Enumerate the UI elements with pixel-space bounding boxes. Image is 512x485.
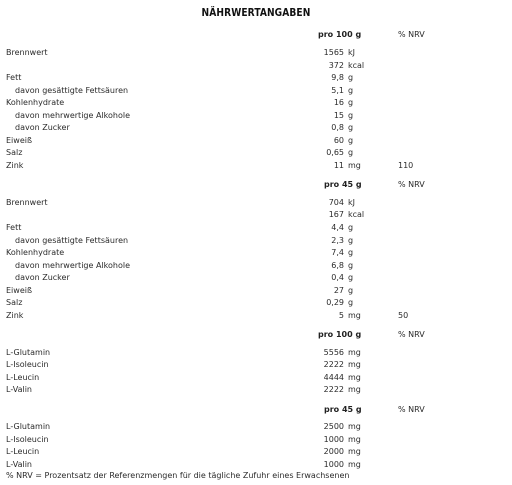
nutrient-label: Eiweiß: [6, 136, 33, 145]
nutrient-unit: mg: [348, 311, 361, 320]
nutrient-label: L-Leucin: [6, 447, 40, 456]
section-header-portion: pro 45 g: [324, 405, 362, 414]
nutrient-unit: mg: [348, 460, 361, 469]
table-row: [0, 60, 512, 72]
nutrient-label: L-Isoleucin: [6, 435, 49, 444]
nutrient-label: L-Isoleucin: [6, 360, 49, 369]
nutrient-value: 167: [328, 210, 344, 219]
nutrient-value: 7,4: [331, 248, 344, 257]
nutrient-label: Brennwert: [6, 48, 48, 57]
table-row: [0, 72, 512, 84]
nutrient-value: 60: [333, 136, 344, 145]
table-row: [0, 347, 512, 359]
nutrient-unit: g: [348, 98, 354, 107]
nutrient-value: 704: [328, 198, 344, 207]
section-header: [0, 329, 512, 341]
nutrient-label: Salz: [6, 298, 23, 307]
nutrient-value: 0,29: [326, 298, 344, 307]
nutrient-nrv: 50: [398, 311, 409, 320]
nutrient-value: 4,4: [331, 223, 344, 232]
table-row: [0, 297, 512, 309]
nutrient-label: davon gesättigte Fettsäuren: [15, 236, 129, 245]
nutrient-label: davon Zucker: [15, 273, 70, 282]
nutrient-label: davon gesättigte Fettsäuren: [15, 86, 129, 95]
table-row: [0, 47, 512, 59]
nutrient-value: 5,1: [331, 86, 344, 95]
nutrient-unit: mg: [348, 161, 361, 170]
nutrient-label: L-Valin: [6, 460, 33, 469]
nutrient-value: 2222: [323, 385, 344, 394]
section-header: [0, 179, 512, 191]
nutrient-unit: mg: [348, 385, 361, 394]
table-row: [0, 384, 512, 396]
nutrient-value: 1000: [323, 460, 344, 469]
nutrient-value: 4444: [323, 373, 344, 382]
table-row: [0, 446, 512, 458]
table-row: [0, 160, 512, 172]
nutrient-unit: g: [348, 86, 354, 95]
table-row: [0, 97, 512, 109]
table-row: [0, 122, 512, 134]
nutrient-unit: g: [348, 273, 354, 282]
nutrient-label: Eiweiß: [6, 286, 33, 295]
table-row: [0, 260, 512, 272]
table-row: [0, 235, 512, 247]
section-header: [0, 29, 512, 41]
table-row: [0, 147, 512, 159]
nutrient-label: L-Glutamin: [6, 348, 51, 357]
footnote: % NRV = Prozentsatz der Referenzmengen für die tägliche Zufuhr eines Erwachsenen: [6, 471, 350, 480]
nutrient-unit: kcal: [348, 61, 365, 70]
table-row: [0, 209, 512, 221]
table-row: [0, 135, 512, 147]
section-header-nrv: % NRV: [398, 405, 425, 414]
nutrient-label: Kohlenhydrate: [6, 248, 65, 257]
table-row: [0, 359, 512, 371]
nutrient-value: 11: [333, 161, 344, 170]
nutrient-value: 2000: [323, 447, 344, 456]
nutrient-value: 15: [333, 111, 344, 120]
nutrient-unit: mg: [348, 373, 361, 382]
section-header-portion: pro 100 g: [318, 30, 362, 39]
nutrient-label: davon mehrwertige Alkohole: [15, 111, 130, 120]
table-row: [0, 285, 512, 297]
nutrient-unit: mg: [348, 435, 361, 444]
nutrient-unit: mg: [348, 348, 361, 357]
nutrient-label: Salz: [6, 148, 23, 157]
nutrient-label: L-Valin: [6, 385, 33, 394]
nutrient-value: 372: [328, 61, 344, 70]
footnote-row: [0, 470, 512, 482]
table-row: [0, 272, 512, 284]
nutrient-unit: mg: [348, 422, 361, 431]
nutrient-unit: g: [348, 123, 354, 132]
table-row: [0, 85, 512, 97]
nutrient-value: 5556: [323, 348, 344, 357]
nutrient-unit: g: [348, 286, 354, 295]
section-header: [0, 404, 512, 416]
nutrient-unit: g: [348, 248, 354, 257]
nutrient-label: davon mehrwertige Alkohole: [15, 261, 130, 270]
table-row: [0, 372, 512, 384]
nutrient-value: 6,8: [331, 261, 344, 270]
table-row: [0, 222, 512, 234]
nutrient-unit: g: [348, 111, 354, 120]
nutrient-label: Zink: [6, 161, 24, 170]
nutrient-value: 27: [333, 286, 344, 295]
section-header-portion: pro 45 g: [324, 180, 362, 189]
table-row: [0, 197, 512, 209]
nutrient-unit: g: [348, 223, 354, 232]
nutrient-label: Kohlenhydrate: [6, 98, 65, 107]
nutrient-nrv: 110: [398, 161, 414, 170]
section-header-nrv: % NRV: [398, 30, 425, 39]
section-header-nrv: % NRV: [398, 180, 425, 189]
nutrient-label: Fett: [6, 223, 22, 232]
table-row: [0, 110, 512, 122]
section-header-nrv: % NRV: [398, 330, 425, 339]
nutrient-unit: g: [348, 148, 354, 157]
nutrient-label: davon Zucker: [15, 123, 70, 132]
table-row: [0, 310, 512, 322]
nutrient-value: 0,4: [331, 273, 344, 282]
table-row: [0, 434, 512, 446]
nutrient-label: Zink: [6, 311, 24, 320]
nutrient-unit: g: [348, 298, 354, 307]
nutrient-value: 1565: [323, 48, 344, 57]
nutrient-unit: g: [348, 261, 354, 270]
nutrient-value: 0,8: [331, 123, 344, 132]
nutrient-value: 9,8: [331, 73, 344, 82]
nutrient-unit: kcal: [348, 210, 365, 219]
nutrient-label: Brennwert: [6, 198, 48, 207]
table-row: [0, 421, 512, 433]
nutrient-unit: kJ: [348, 48, 355, 57]
nutrient-value: 2500: [323, 422, 344, 431]
nutrient-label: L-Glutamin: [6, 422, 51, 431]
table-row: [0, 247, 512, 259]
nutrient-unit: g: [348, 136, 354, 145]
nutrient-value: 16: [333, 98, 344, 107]
nutrient-value: 0,65: [326, 148, 344, 157]
nutrient-label: L-Leucin: [6, 373, 40, 382]
nutrient-unit: g: [348, 73, 354, 82]
nutrient-value: 1000: [323, 435, 344, 444]
nutrient-unit: g: [348, 236, 354, 245]
nutrient-unit: mg: [348, 360, 361, 369]
nutrient-value: 2,3: [331, 236, 344, 245]
nutrient-value: 2222: [323, 360, 344, 369]
nutrient-value: 5: [338, 311, 344, 320]
nutrient-unit: mg: [348, 447, 361, 456]
page-title: NÄHRWERTANGABEN: [201, 6, 311, 19]
nutrient-unit: kJ: [348, 198, 355, 207]
nutrient-label: Fett: [6, 73, 22, 82]
section-header-portion: pro 100 g: [318, 330, 362, 339]
